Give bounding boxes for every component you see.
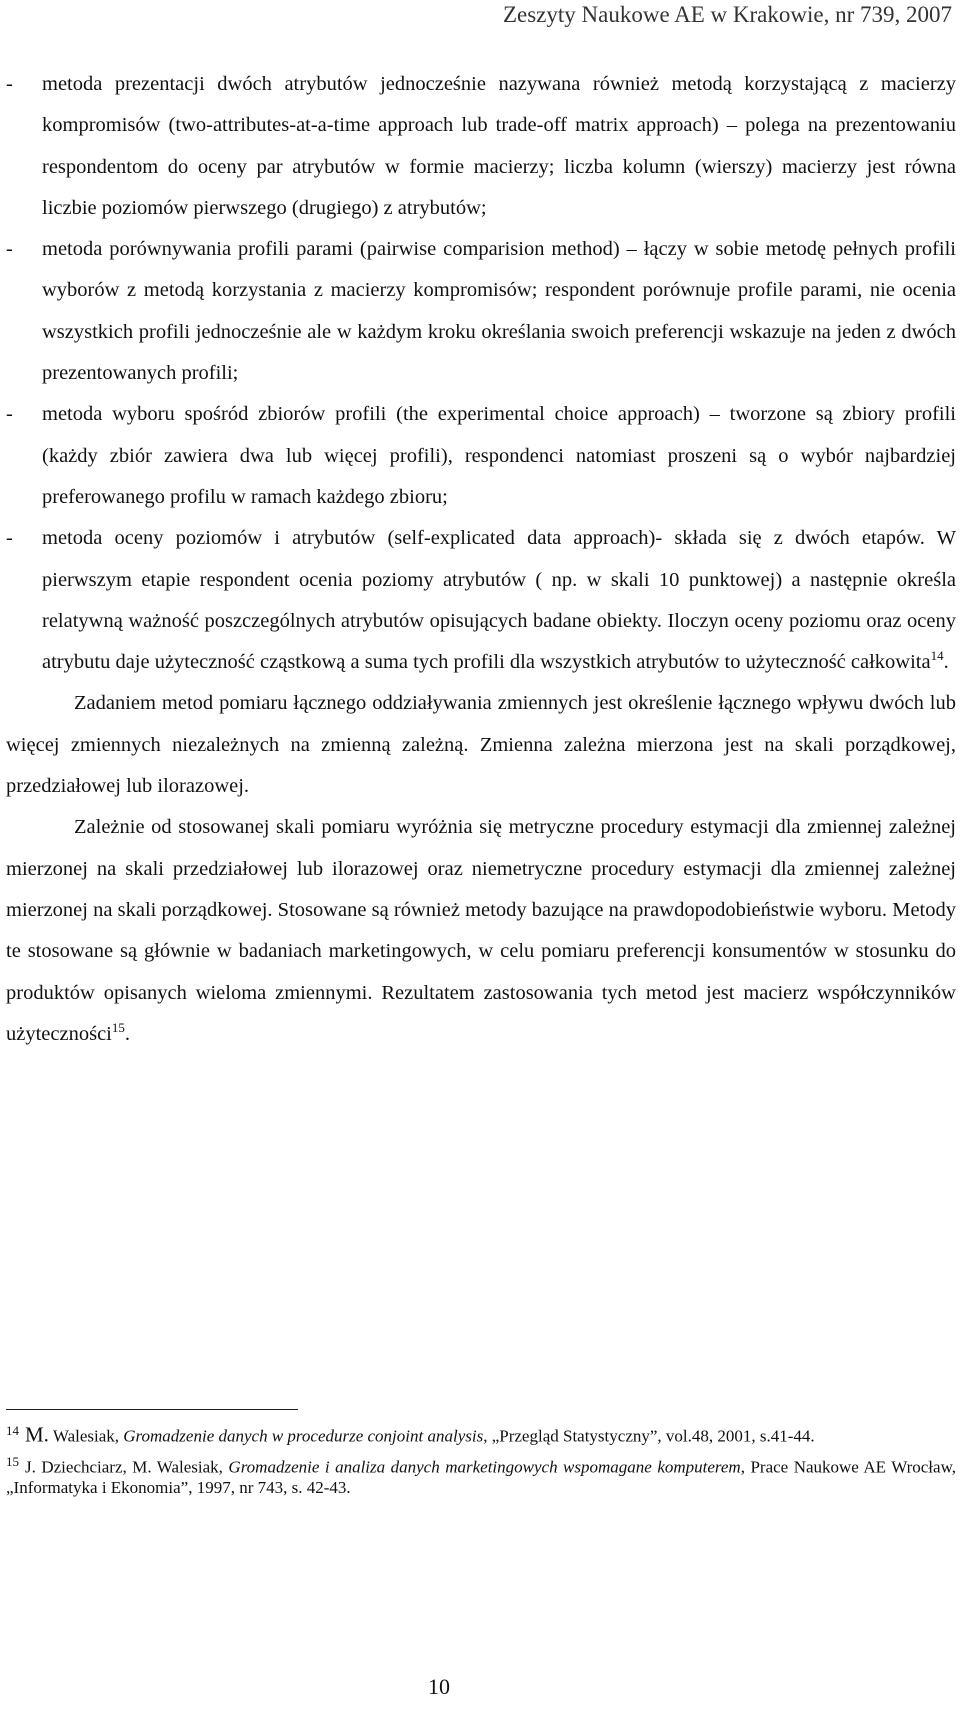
paragraph-end: .: [124, 1022, 130, 1045]
footnote-author: Dziechciarz, M. Walesiak,: [35, 1457, 229, 1477]
footnote-15: [6, 1451, 956, 1499]
footnote-rest: , Prace Naukowe AE Wrocław, „Informatyka i Ekonomia”, 1997, nr 743, s. 42-43.: [6, 1457, 956, 1498]
list-item: [6, 518, 956, 683]
list-item: [6, 394, 956, 518]
list-dash: -: [6, 527, 13, 550]
footnote-title: Gromadzenie i analiza danych marketingowych wspomagane komputerem: [228, 1457, 741, 1477]
list-item-end: .: [943, 651, 949, 674]
footnote-rest: , „Przegląd Statystyczny”, vol.48, 2001, s.41-44.: [483, 1426, 815, 1446]
paragraph-text: Zależnie od stosowanej skali pomiaru wyróżnia się metryczne procedury estymacji dla zmiennej zależnej mierzonej na skali przedziałowej lub ilorazowej oraz niemetryczne procedury estymacji dla zmiennej zależnej mierzonej na skali porządkowej. Stosowane są również metody bazujące na prawdopodobieństwie wyboru. Metody te stosowane są głównie w badaniach marketingowych, w celu pomiaru preferencji konsumentów w stosunku do produktów opisanych wieloma zmiennymi. Rezultatem zastosowania tych metod jest macierz współczynników użyteczności: [6, 816, 956, 1045]
footnote-ref-15[interactable]: 15: [111, 1020, 125, 1035]
footnote-author: Walesiak,: [48, 1426, 124, 1446]
footnote-divider: [6, 1409, 298, 1410]
page-number: 10: [428, 1674, 450, 1699]
paragraph-estimation: [6, 807, 956, 1055]
footnote-14: [6, 1420, 956, 1447]
paragraph-aim: [6, 683, 956, 807]
running-header: Zeszyty Naukowe AE w Krakowie, nr 739, 2007: [502, 2, 952, 27]
footnote-number: 15: [6, 1453, 19, 1469]
list-item-text: metoda porównywania profili parami (pairwise comparision method) – łączy w sobie metodę pełnych profili wyborów z metodą korzystania z macierzy kompromisów; respondent porównuje profile parami, nie ocenia wszystkich profili jednocześnie ale w każdym kroku określania swoich preferencji wskazuje na jeden z dwóch prezentowanych profili;: [42, 238, 956, 385]
method-list: [6, 64, 956, 683]
list-dash: -: [6, 238, 13, 261]
list-item: [6, 64, 956, 229]
list-item-text: metoda wyboru spośród zbiorów profili (the experimental choice approach) – tworzone są zbiory profili (każdy zbiór zawiera dwa lub więcej profili), respondenci natomiast proszeni są o wybór najbardziej preferowanego profilu w ramach każdego zbioru;: [42, 403, 956, 508]
list-dash: -: [6, 403, 13, 426]
list-item-text: metoda oceny poziomów i atrybutów (self-explicated data approach)- składa się z dwóch etapów. W pierwszym etapie respondent ocenia poziomy atrybutów ( np. w skali 10 punktowej) a następnie określa relatywną ważność poszczególnych atrybutów opisujących badane obiekty. Iloczyn oceny poziomu oraz oceny atrybutu daje użyteczność cząstkową a suma tych profili dla wszystkich atrybutów to użyteczność całkowita: [42, 527, 956, 674]
list-item-text: metoda prezentacji dwóch atrybutów jednocześnie nazywana również metodą korzystającą z macierzy kompromisów (two-attributes-at-a-time approach lub trade-off matrix approach) – polega na prezentowaniu respondentom do oceny par atrybutów w formie macierzy; liczba kolumn (wierszy) macierzy jest równa liczbie poziomów pierwszego (drugiego) z atrybutów;: [42, 73, 956, 219]
footnotes: [6, 1420, 956, 1502]
main-content: [6, 64, 956, 1055]
footnote-initial: M.: [25, 1422, 49, 1447]
footnote-ref-14[interactable]: 14: [930, 648, 944, 664]
footnote-initial: J.: [25, 1457, 36, 1477]
footnote-title: Gromadzenie danych w procedurze conjoint analysis: [123, 1426, 484, 1446]
list-item: [6, 229, 956, 394]
paragraph-text: Zadaniem metod pomiaru łącznego oddziaływania zmiennych jest określenie łącznego wpływu dwóch lub więcej zmiennych niezależnych na zmienną zależną. Zmienna zależna mierzona jest na skali porządkowej, przedziałowej lub ilorazowej.: [6, 692, 956, 798]
footnote-number: 14: [6, 1423, 19, 1438]
list-dash: -: [6, 73, 13, 95]
